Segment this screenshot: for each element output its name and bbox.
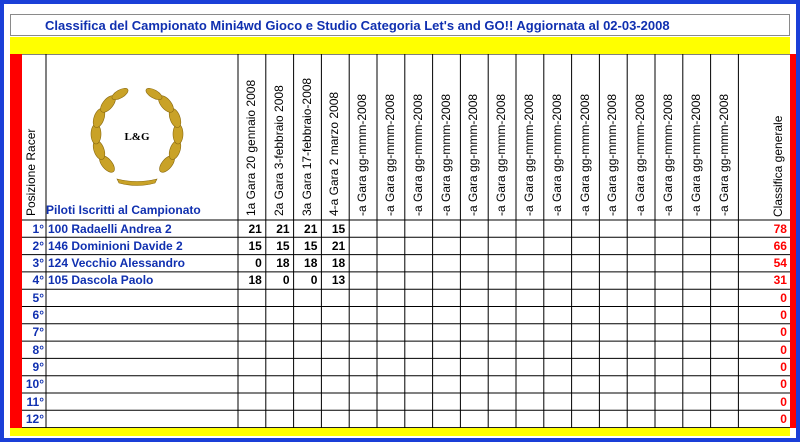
race-header: -a Gara gg-mmm-2008 — [716, 93, 731, 216]
position-cell: 10° — [25, 377, 44, 392]
position-cell: 6° — [32, 308, 44, 322]
race-score: 21 — [331, 238, 346, 253]
laurel-logo — [77, 84, 197, 194]
race-header: 1a Gara 20 gennaio 2008 — [244, 79, 258, 216]
race-score: 0 — [282, 273, 290, 288]
race-header: -a Gara gg-mmm-2008 — [494, 93, 509, 216]
position-cell: 2° — [32, 238, 44, 253]
race-score: 18 — [248, 273, 262, 288]
race-header: 3a Gara 17-febbraio-2008 — [299, 77, 314, 216]
total-score: 0 — [780, 411, 787, 426]
total-score: 0 — [780, 308, 787, 322]
race-score: 15 — [304, 238, 318, 253]
race-header: -a Gara gg-mmm-2008 — [383, 93, 397, 216]
position-cell: 5° — [32, 290, 44, 305]
race-header: -a Gara gg-mmm-2008 — [438, 93, 453, 216]
race-score: 18 — [331, 256, 346, 271]
race-header: -a Gara gg-mmm-2008 — [522, 93, 536, 216]
position-cell: 12° — [25, 411, 44, 426]
total-score: 0 — [780, 325, 787, 340]
race-score: 21 — [304, 221, 318, 236]
position-cell: 7° — [32, 325, 44, 340]
total-score: 0 — [780, 377, 787, 392]
total-score: 66 — [773, 238, 787, 253]
race-header: -a Gara gg-mmm-2008 — [355, 93, 370, 216]
position-cell: 1° — [32, 221, 44, 236]
spreadsheet — [4, 4, 796, 438]
race-score: 18 — [304, 256, 318, 271]
yellow-band-top — [10, 37, 790, 54]
total-header: Classifica generale — [771, 115, 785, 217]
total-score: 31 — [773, 273, 787, 288]
pilot-name: 124 Vecchio Alessandro — [48, 256, 185, 271]
red-band-right — [790, 54, 796, 428]
race-header: -a Gara gg-mmm-2008 — [549, 93, 564, 216]
race-score: 15 — [276, 238, 290, 253]
race-score: 21 — [276, 221, 290, 236]
race-header: 2a Gara 3-febbraio 2008 — [271, 85, 286, 216]
position-cell: 9° — [32, 359, 44, 374]
position-cell: 11° — [26, 394, 44, 409]
position-cell: 8° — [32, 342, 44, 357]
page-title: Classifica del Campionato Mini4wd Gioco e Studio Categoria Let's and GO!! Aggiornata al 02-03-2008 — [45, 18, 670, 33]
pilot-name: 146 Dominioni Davide 2 — [48, 238, 183, 253]
race-header: -a Gara gg-mmm-2008 — [410, 93, 425, 216]
laurel-wreath-icon — [77, 84, 197, 194]
race-header: -a Gara gg-mmm-2008 — [466, 93, 481, 216]
race-score: 0 — [255, 256, 262, 271]
race-score: 18 — [276, 256, 290, 271]
title-bar — [10, 14, 790, 36]
total-score: 0 — [780, 342, 787, 357]
race-header: -a Gara gg-mmm-2008 — [688, 93, 703, 216]
position-cell: 4° — [32, 273, 44, 288]
yellow-band-bottom — [10, 428, 790, 436]
svg-text:L&G: L&G — [124, 131, 150, 143]
race-header: -a Gara gg-mmm-2008 — [633, 93, 648, 216]
position-header: Posizione Racer — [24, 128, 38, 216]
total-score: 0 — [780, 394, 787, 409]
race-header: -a Gara gg-mmm-2008 — [661, 93, 675, 216]
race-score: 21 — [248, 221, 262, 236]
pilot-name: 105 Dascola Paolo — [48, 273, 154, 288]
total-score: 0 — [780, 290, 787, 305]
red-band-left — [10, 54, 22, 428]
race-header: -a Gara gg-mmm-2008 — [605, 93, 620, 216]
pilot-name: 100 Radaelli Andrea 2 — [48, 221, 172, 236]
race-score: 0 — [310, 273, 318, 288]
race-score: 13 — [331, 273, 346, 288]
total-score: 54 — [773, 256, 787, 271]
total-score: 78 — [773, 221, 787, 236]
total-score: 0 — [780, 359, 787, 374]
race-score: 15 — [331, 221, 346, 236]
pilots-header: Piloti Iscritti al Campionato — [46, 203, 201, 217]
race-score: 15 — [248, 238, 262, 253]
standings-table — [22, 54, 790, 428]
race-header: 4-a Gara 2 marzo 2008 — [327, 91, 342, 216]
race-header: -a Gara gg-mmm-2008 — [577, 93, 592, 216]
position-cell: 3° — [32, 256, 44, 271]
